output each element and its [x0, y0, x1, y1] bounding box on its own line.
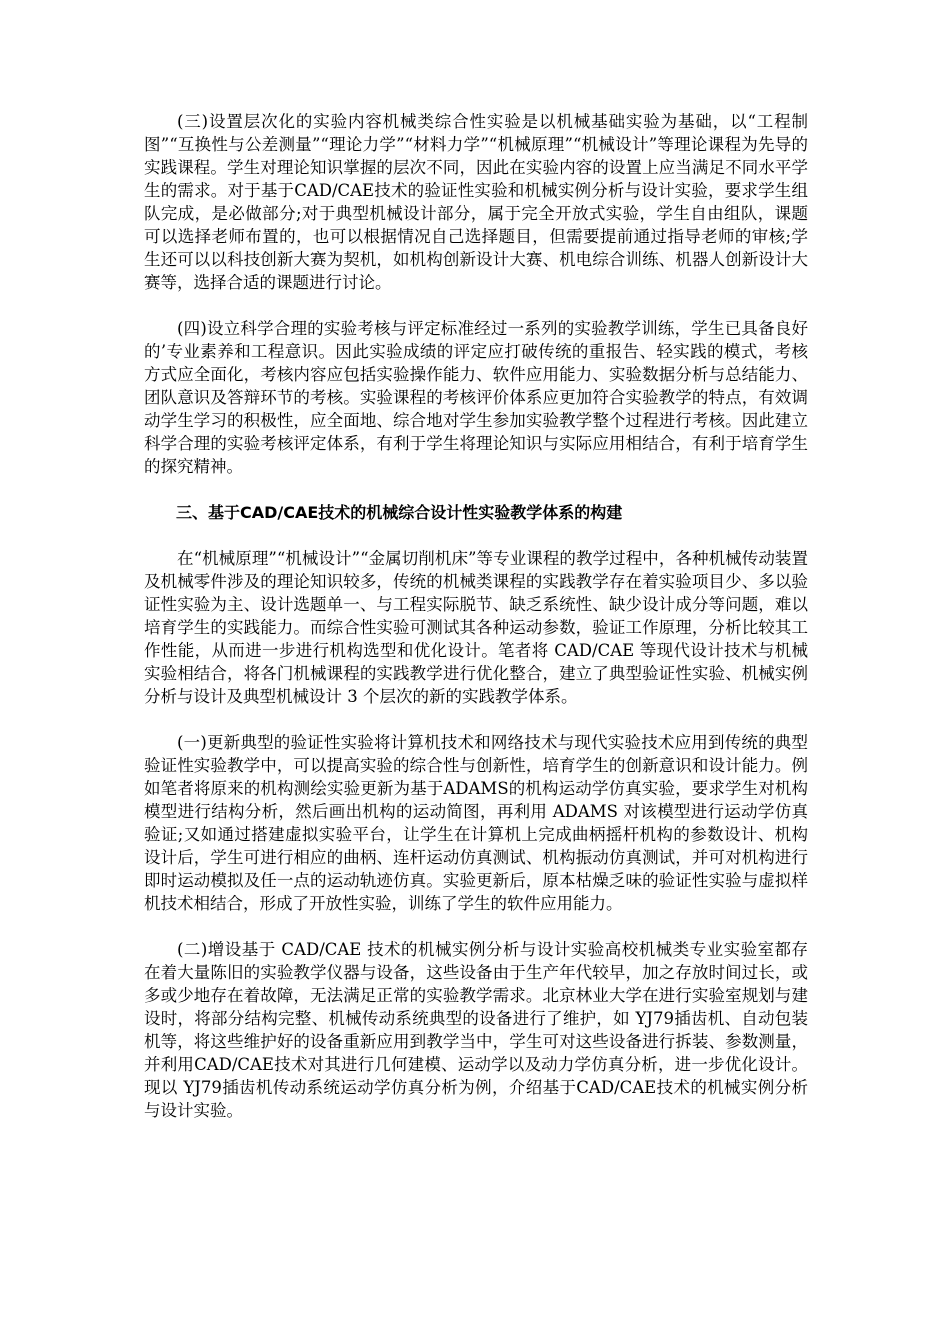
document-body	[144, 110, 808, 1145]
paragraph-layered-experiment-content: (三)设置层次化的实验内容机械类综合性实验是以机械基础实验为基础，以“工程制图”“互换性与公差测量”“理论力学”“材料力学”“机械原理”“机械设计”等理论课程为先导的实践课程。学生对理论知识掌握的层次不同，因此在实验内容的设置上应当满足不同水平学生的需求。对于基于CAD/CAE技术的验证性实验和机械实例分析与设计实验，要求学生组队完成，是必做部分;对于典型机械设计部分，属于完全开放式实验，学生自由组队，课题可以选择老师布置的，也可以根据情况自己选择题目，但需要提前通过指导老师的审核;学生还可以以科技创新大赛为契机，如机构创新设计大赛、机电综合训练、机器人创新设计大赛等，选择合适的课题进行讨论。	[144, 112, 808, 292]
paragraph-assessment-standard: (四)设立科学合理的实验考核与评定标准经过一系列的实验教学训练，学生已具备良好的’专业素养和工程意识。因此实验成绩的评定应打破传统的重报告、轻实践的模式，考核方式应全面化，考核内容应包括实验操作能力、软件应用能力、实验数据分析与总结能力、团队意识及答辩环节的考核。实验课程的考核评价体系应更加符合实验教学的特点，有效调动学生学习的积极性，应全面地、综合地对学生参加实验教学整个过程进行考核。因此建立科学合理的实验考核评定体系，有利于学生将理论知识与实际应用相结合，有利于培育学生的探究精神。	[144, 319, 808, 476]
section-heading: 三、基于CAD/CAE技术的机械综合设计性实验教学体系的构建	[176, 503, 623, 522]
paragraph-case-analysis-experiment: (二)增设基于 CAD/CAE 技术的机械实例分析与设计实验高校机械类专业实验室都存在着大量陈旧的实验教学仪器与设备，这些设备由于生产年代较早，加之存放时间过长，或多或少地存在着故障，无法满足正常的实验教学需求。北京林业大学在进行实验室规划与建设时，将部分结构完整、机械传动系统典型的设备进行了维护，如 YJ79插齿机、自动包装机等，将这些维护好的设备重新应用到教学当中，学生可对这些设备进行拆装、参数测量，并利用CAD/CAE技术对其进行几何建模、运动学以及动力学仿真分析，进一步优化设计。现以 YJ79插齿机传动系统运动学仿真分析为例，介绍基于CAD/CAE技术的机械实例分析与设计实验。	[144, 940, 808, 1120]
paragraph-verification-experiment: (一)更新典型的验证性实验将计算机技术和网络技术与现代实验技术应用到传统的典型验证性实验教学中，可以提高实验的综合性与创新性，培育学生的创新意识和设计能力。例如笔者将原来的机构测绘实验更新为基于ADAMS的机构运动学仿真实验，要求学生对机构模型进行结构分析，然后画出机构的运动简图，再利用 ADAMS 对该模型进行运动学仿真验证;又如通过搭建虚拟实验平台，让学生在计算机上完成曲柄摇杆机构的参数设计、机构设计后，学生可进行相应的曲柄、连杆运动仿真测试、机构振动仿真测试，并可对机构进行即时运动模拟及任一点的运动轨迹仿真。实验更新后，原本枯燥乏味的验证性实验与虚拟样机技术相结合，形成了开放性实验，训练了学生的软件应用能力。	[144, 733, 808, 913]
paragraph-section-intro: 在“机械原理”“机械设计”“金属切削机床”等专业课程的教学过程中，各种机械传动装置及机械零件涉及的理论知识较多，传统的机械类课程的实践教学存在着实验项目少、多以验证性实验为主、设计选题单一、与工程实际脱节、缺乏系统性、缺少设计成分等问题，难以培育学生的实践能力。而综合性实验可测试其各种运动参数，验证工作原理，分析比较其工作性能，从而进一步进行机构选型和优化设计。笔者将 CAD/CAE 等现代设计技术与机械实验相结合，将各门机械课程的实践教学进行优化整合，建立了典型验证性实验、机械实例分析与设计及典型机械设计 3 个层次的新的实践教学体系。	[144, 549, 808, 706]
